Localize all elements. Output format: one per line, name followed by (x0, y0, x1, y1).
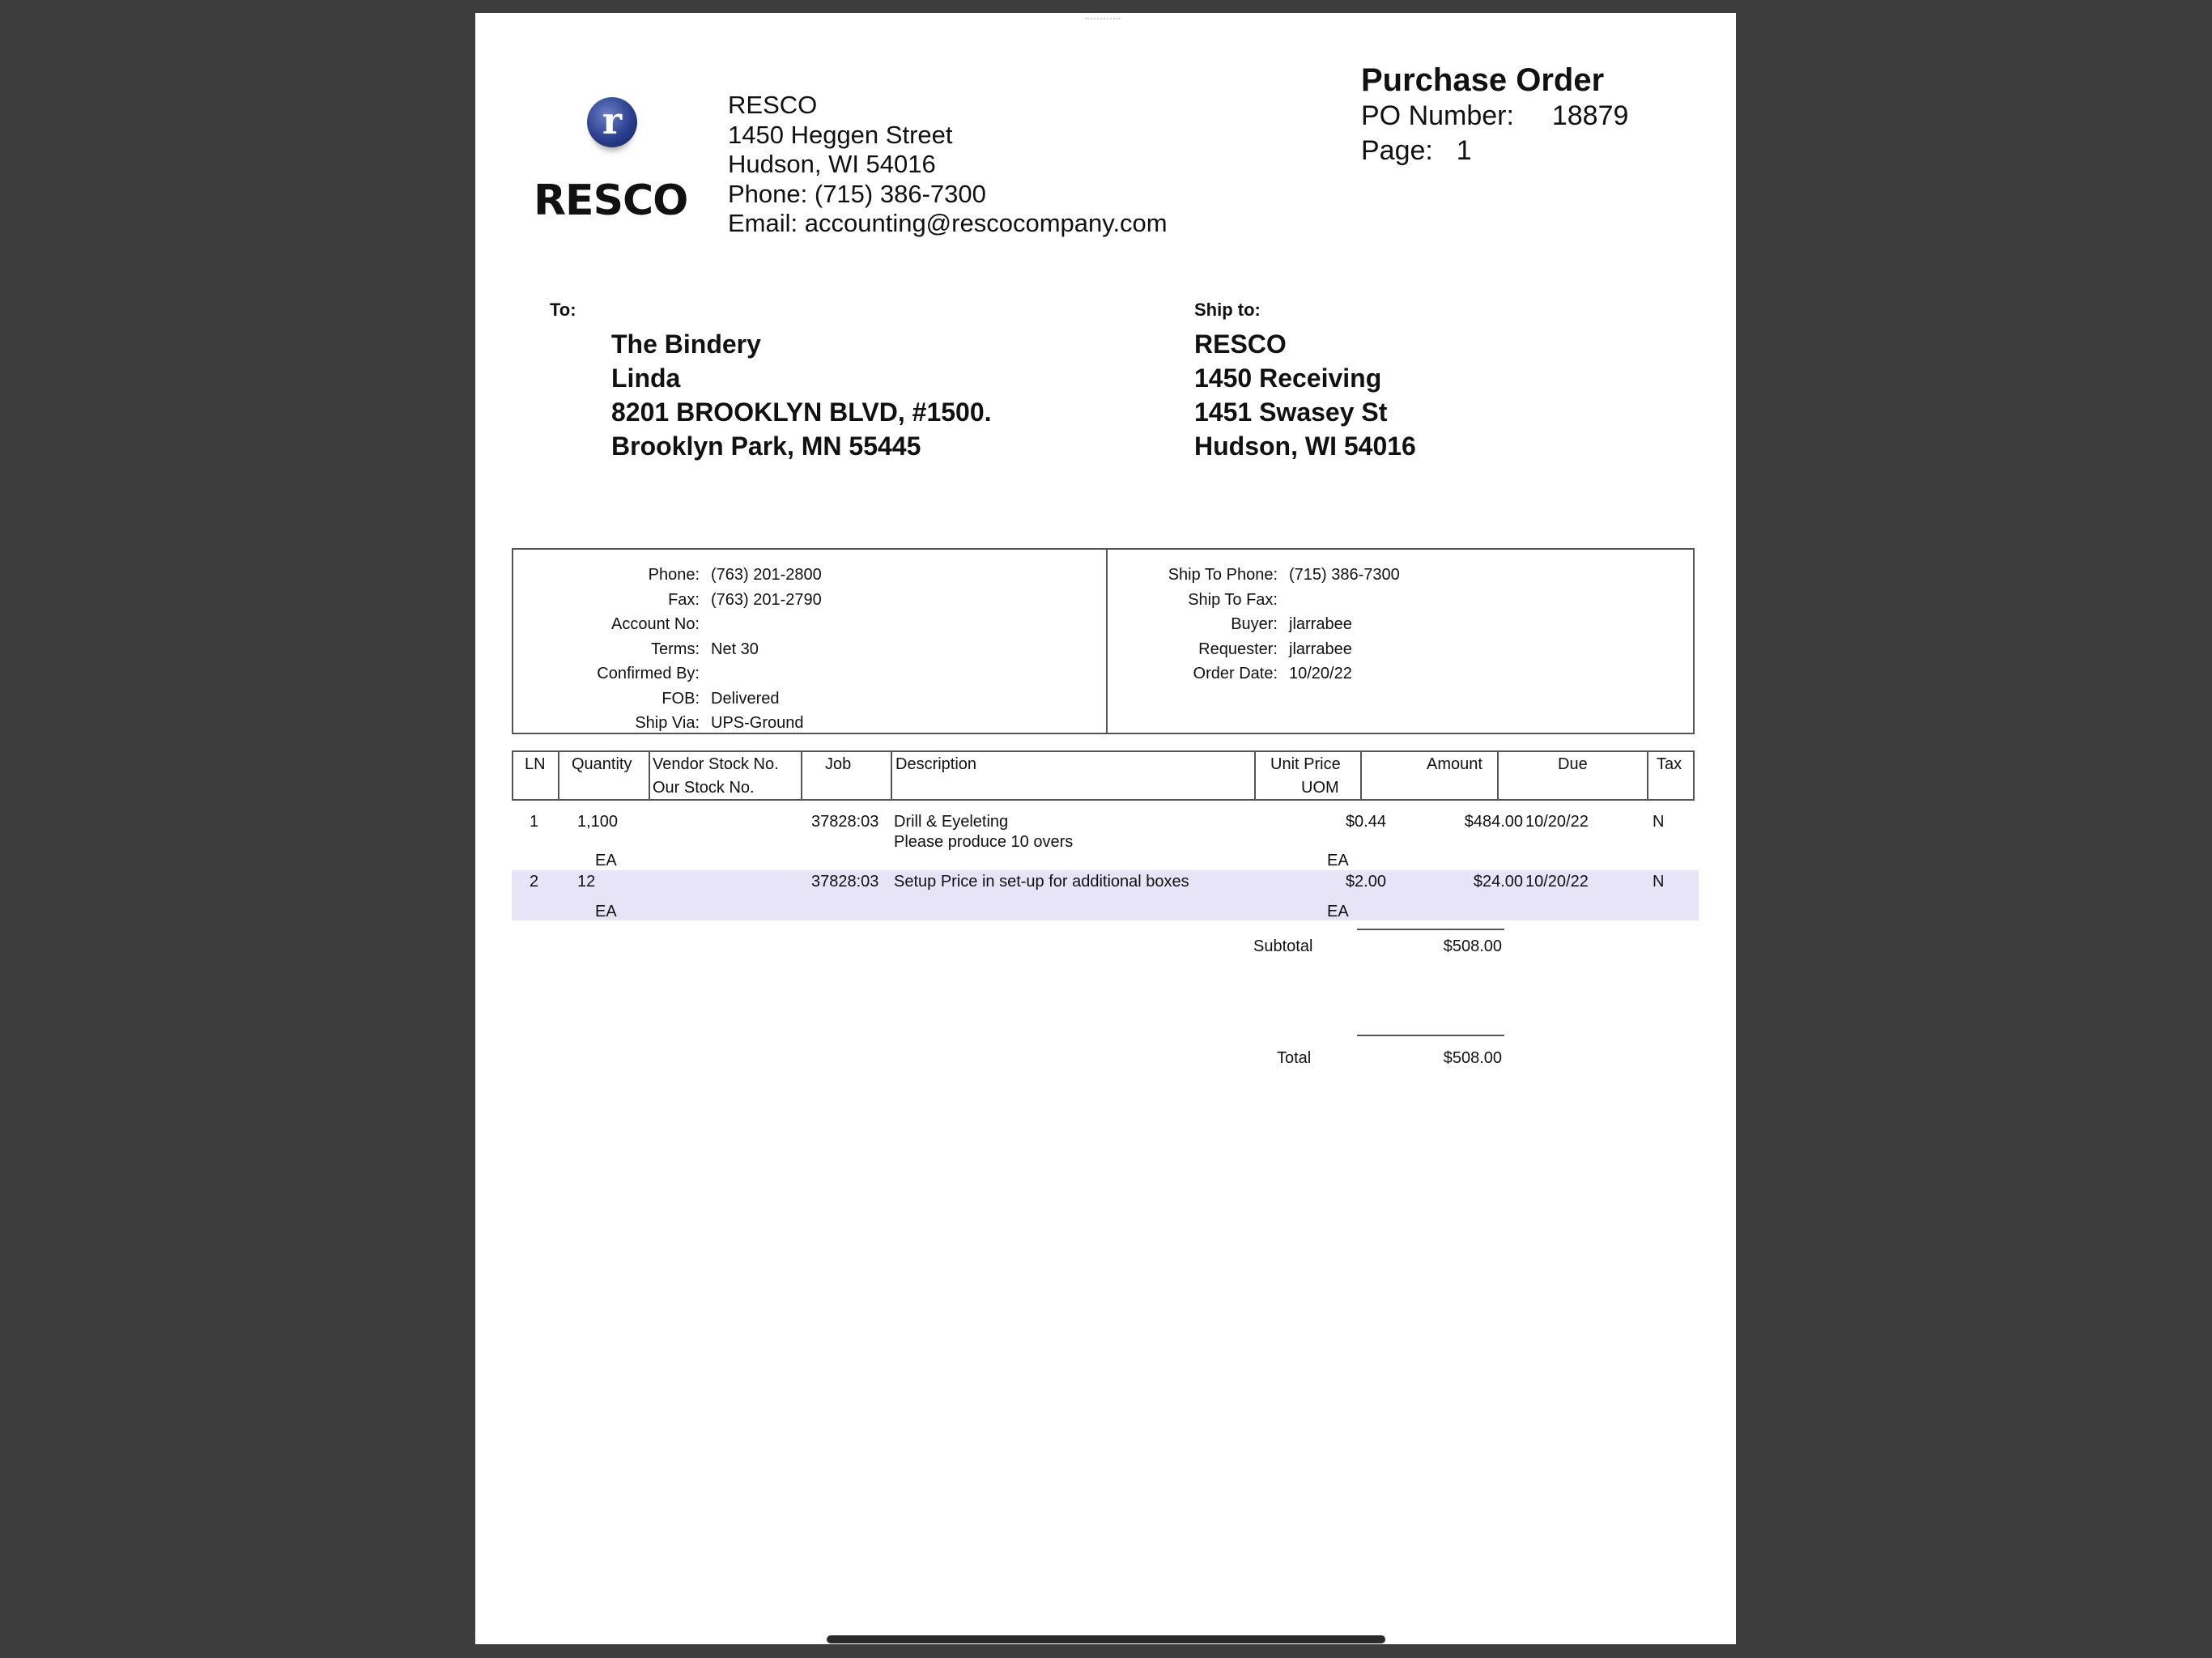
info-value: (763) 201-2790 (711, 590, 822, 609)
info-divider (1106, 550, 1108, 733)
po-title: Purchase Order (1361, 62, 1605, 98)
terms-row (513, 637, 822, 662)
col-quantity: Quantity (572, 755, 632, 773)
order-info-box (512, 548, 1695, 734)
info-value: UPS-Ground (711, 714, 804, 732)
company-name: RESCO (728, 91, 818, 119)
info-label: Order Date: (1193, 665, 1278, 682)
po-page-row (1361, 134, 1628, 168)
col-description: Description (895, 755, 977, 773)
company-email: Email: accounting@rescocompany.com (728, 209, 1168, 237)
table-row (512, 802, 1699, 870)
line-description: Setup Price in set-up for additional boxes (894, 873, 1189, 891)
info-label: Phone: (648, 566, 700, 584)
line-quantity: 1,100 (577, 813, 619, 831)
line-amount: $24.00 (1473, 873, 1523, 891)
subtotal-value: $508.00 (1443, 937, 1502, 955)
to-address (611, 327, 992, 463)
info-value: Delivered (711, 689, 780, 708)
line-tax: N (1653, 813, 1665, 831)
ship-to-line: RESCO (1194, 329, 1287, 359)
info-label: Account No: (611, 615, 700, 633)
logo-wordmark: RESCO (534, 176, 688, 225)
purchase-order-page (475, 13, 1736, 1644)
col-tax: Tax (1657, 755, 1682, 773)
col-our-stock: Our Stock No. (653, 779, 755, 797)
subtotal-rule (1357, 929, 1504, 930)
info-label: Confirmed By: (597, 665, 700, 682)
to-line: The Bindery (611, 329, 761, 359)
to-line: Brooklyn Park, MN 55445 (611, 432, 921, 461)
info-value: 10/20/22 (1289, 665, 1352, 682)
po-number-value: 18879 (1551, 100, 1629, 131)
col-amount: Amount (1427, 755, 1482, 773)
line-unit-price: $0.44 (1345, 813, 1386, 831)
info-label: Ship Via: (635, 714, 700, 732)
vendor-fax-row (513, 588, 822, 613)
ship-to-line: 1450 Receiving (1194, 363, 1382, 393)
total-label: Total (1277, 1049, 1312, 1067)
col-job: Job (825, 755, 852, 773)
po-header (1361, 62, 1628, 168)
info-label: Ship To Fax: (1188, 590, 1278, 609)
page-grip-indicator (1085, 18, 1121, 24)
line-number: 1 (530, 813, 539, 831)
ship-to-address (1194, 327, 1416, 463)
line-job: 37828:03 (811, 873, 879, 891)
buyer-row (1112, 612, 1400, 637)
column-divider (801, 752, 802, 799)
line-due: 10/20/22 (1525, 873, 1589, 891)
resco-logo (534, 97, 696, 227)
ship-to-line: 1451 Swasey St (1194, 397, 1388, 427)
ship-to-fax-row (1112, 588, 1400, 613)
line-due: 10/20/22 (1525, 813, 1589, 831)
col-unit-price: Unit Price (1270, 755, 1341, 773)
line-items-header (512, 750, 1695, 801)
info-label: FOB: (661, 689, 700, 708)
col-ln: LN (525, 755, 546, 773)
vendor-info (513, 563, 822, 736)
table-row (512, 870, 1699, 920)
total-value: $508.00 (1443, 1049, 1502, 1067)
info-value (700, 661, 711, 687)
line-qty-uom: EA (595, 903, 617, 920)
info-label: Terms: (651, 640, 700, 658)
logo-emblem: r (587, 97, 637, 147)
po-page-value: 1 (1456, 135, 1472, 166)
column-divider (1497, 752, 1499, 799)
column-divider (558, 752, 559, 799)
column-divider (1254, 752, 1256, 799)
column-divider (1647, 752, 1648, 799)
to-label: To: (550, 300, 576, 320)
col-due: Due (1558, 755, 1588, 773)
info-label: Fax: (668, 590, 700, 609)
ship-via-row (513, 711, 822, 736)
ship-to-line: Hudson, WI 54016 (1194, 432, 1416, 461)
company-city: Hudson, WI 54016 (728, 150, 936, 178)
po-number-label: PO Number: (1361, 100, 1514, 131)
info-label: Buyer: (1231, 615, 1278, 633)
total-rule (1357, 1035, 1504, 1036)
info-value: (715) 386-7300 (1289, 566, 1400, 584)
line-number: 2 (530, 873, 539, 891)
line-quantity: 12 (577, 873, 596, 891)
info-value (700, 612, 711, 637)
info-label: Ship To Phone: (1168, 566, 1278, 584)
po-page-label: Page: (1361, 135, 1433, 166)
to-line: Linda (611, 363, 681, 393)
info-value: (763) 201-2800 (711, 566, 822, 584)
company-address (728, 91, 1168, 239)
line-qty-uom: EA (595, 852, 617, 869)
subtotal-label: Subtotal (1253, 937, 1313, 955)
fob-row (513, 687, 822, 712)
ship-to-label: Ship to: (1194, 300, 1261, 320)
confirmed-by-row (513, 661, 822, 687)
requester-row (1112, 637, 1400, 662)
info-value: jlarrabee (1289, 615, 1352, 633)
info-value: jlarrabee (1289, 640, 1352, 658)
col-uom: UOM (1301, 779, 1339, 797)
line-price-uom: EA (1327, 852, 1349, 869)
line-tax: N (1653, 873, 1665, 891)
line-amount: $484.00 (1464, 813, 1523, 831)
order-date-row (1112, 661, 1400, 687)
po-number-row (1361, 99, 1628, 134)
line-unit-price: $2.00 (1345, 873, 1386, 891)
info-label: Requester: (1198, 640, 1278, 658)
line-price-uom: EA (1327, 903, 1349, 920)
company-phone: Phone: (715) 386-7300 (728, 179, 986, 208)
line-note: Please produce 10 overs (894, 833, 1074, 851)
column-divider (649, 752, 650, 799)
line-description: Drill & Eyeleting (894, 813, 1009, 831)
ship-to-phone-row (1112, 563, 1400, 588)
column-divider (891, 752, 892, 799)
company-street: 1450 Heggen Street (728, 120, 953, 149)
info-value (1278, 588, 1289, 613)
col-vendor-stock: Vendor Stock No. (653, 755, 779, 773)
to-line: 8201 BROOKLYN BLVD, #1500. (611, 397, 992, 427)
info-value: Net 30 (711, 640, 759, 658)
vendor-phone-row (513, 563, 822, 588)
line-job: 37828:03 (811, 813, 879, 831)
home-indicator-bar[interactable] (827, 1635, 1385, 1643)
column-divider (1360, 752, 1362, 799)
ship-info (1112, 563, 1400, 687)
account-no-row (513, 612, 822, 637)
